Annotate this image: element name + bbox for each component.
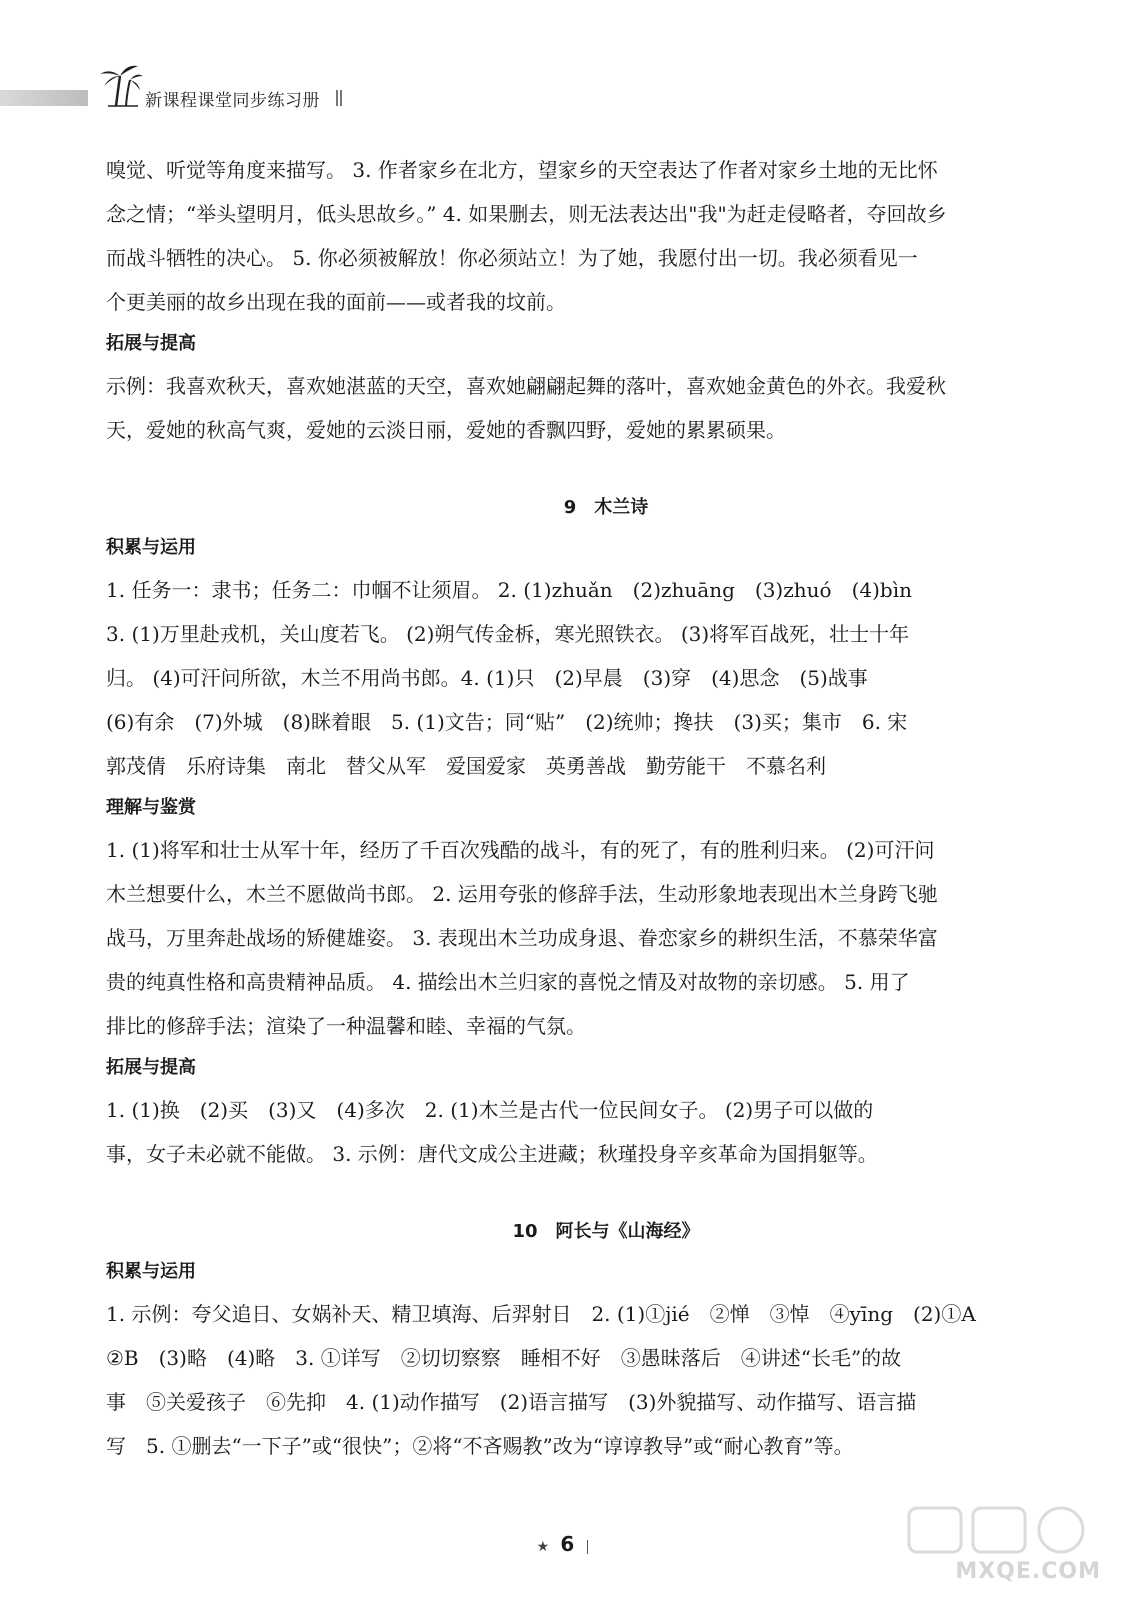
- text-line: 念之情；“举头望明月，低头思故乡。” 4. 如果删去，则无法表达出"我"为赶走侵略者，夺回故乡: [106, 202, 947, 226]
- text-line: 归。 (4)可汗问所欲，木兰不用尚书郎。4. (1)只 (2)早晨 (3)穿 (4)思念 (5)战事: [106, 666, 868, 690]
- text-line: 木兰想要什么，木兰不愿做尚书郎。 2. 运用夸张的修辞手法，生动形象地表现出木兰身跨飞驰: [106, 882, 938, 906]
- text-line: 嗅觉、听觉等角度来描写。 3. 作者家乡在北方，望家乡的天空表达了作者对家乡土地的无比怀: [106, 158, 938, 182]
- answer-content: [106, 148, 1006, 1468]
- text-line: 事，女子未必就不能做。 3. 示例：唐代文成公主进藏；秋瑾投身辛亥革命为国捐躯等。: [106, 1142, 878, 1166]
- section-heading: 积累与运用: [106, 537, 196, 558]
- text-line: 个更美丽的故乡出现在我的面前——或者我的坟前。: [106, 290, 566, 314]
- watermark-text: MXQE.COM: [955, 1559, 1101, 1584]
- lesson-title: 10 阿长与《山海经》: [512, 1221, 700, 1242]
- watermark: [901, 1502, 1101, 1584]
- section-heading: 拓展与提高: [106, 333, 196, 354]
- text-line: 天，爱她的秋高气爽，爱她的云淡日丽，爱她的香飘四野，爱她的累累硕果。: [106, 418, 786, 442]
- text-line: ②B (3)略 (4)略 3. ①详写 ②切切察察 睡相不好 ③愚昧落后 ④讲述“长毛”的故: [106, 1346, 902, 1370]
- watermark-logo-icon: [901, 1502, 1101, 1558]
- text-line: 事 ⑤关爱孩子 ⑥先抑 4. (1)动作描写 (2)语言描写 (3)外貌描写、动作描写、语言描: [106, 1390, 917, 1414]
- text-line: (6)有余 (7)外城 (8)眯着眼 5. (1)文告；同“贴” (2)统帅；搀扶 (3)买；集市 6. 宋: [106, 710, 908, 734]
- text-line: 郭茂倩 乐府诗集 南北 替父从军 爱国爱家 英勇善战 勤劳能干 不慕名利: [106, 754, 826, 778]
- lesson-9: [106, 488, 1006, 1176]
- text-line: 1. 示例：夸父追日、女娲补天、精卫填海、后羿射日 2. (1)①jié ②惮 ③悼 ④yīng (2)①A: [106, 1302, 976, 1326]
- section-heading: 积累与运用: [106, 1261, 196, 1282]
- text-line: 贵的纯真性格和高贵精神品质。 4. 描绘出木兰归家的喜悦之情及对故物的亲切感。 5. 用了: [106, 970, 910, 994]
- text-line: 1. 任务一：隶书；任务二：巾帼不让须眉。 2. (1)zhuǎn (2)zhuāng (3)zhuó (4)bìn: [106, 578, 912, 602]
- text-line: 而战斗牺牲的决心。 5. 你必须被解放！你必须站立！为了她，我愿付出一切。我必须看见一: [106, 246, 918, 270]
- text-line: 写 5. ①删去“一下子”或“很快”；②将“不吝赐教”改为“谆谆教导”或“耐心教育”等。: [106, 1434, 854, 1458]
- lesson-title: 9 木兰诗: [563, 497, 649, 518]
- text-line: 1. (1)将军和壮士从军十年，经历了千百次残酷的战斗，有的死了，有的胜利归来。 (2)可汗问: [106, 838, 935, 862]
- page-header: [0, 62, 420, 112]
- page-number: 6: [560, 1532, 575, 1556]
- section-heading: 拓展与提高: [106, 1057, 196, 1078]
- header-title: 新课程课堂同步练习册: [145, 91, 320, 111]
- header-gray-bar: [0, 90, 88, 106]
- header-end-stripes: [336, 90, 344, 106]
- intro-section: [106, 148, 1006, 452]
- text-line: 3. (1)万里赴戎机，关山度若飞。 (2)朔气传金柝，寒光照铁衣。 (3)将军百战死，壮士十年: [106, 622, 910, 646]
- footer-divider: [587, 1540, 588, 1554]
- star-icon: ★: [536, 1539, 550, 1555]
- text-line: 1. (1)换 (2)买 (3)又 (4)多次 2. (1)木兰是古代一位民间女子。 (2)男子可以做的: [106, 1098, 874, 1122]
- text-line: 战马，万里奔赴战场的矫健雄姿。 3. 表现出木兰功成身退、眷恋家乡的耕织生活，不慕荣华富: [106, 926, 938, 950]
- section-heading: 理解与鉴赏: [106, 797, 196, 818]
- palm-tree-icon: [96, 62, 144, 108]
- text-line: 排比的修辞手法；渲染了一种温馨和睦、幸福的气氛。: [106, 1014, 586, 1038]
- text-line: 示例：我喜欢秋天，喜欢她湛蓝的天空，喜欢她翩翩起舞的落叶，喜欢她金黄色的外衣。我爱秋: [106, 374, 946, 398]
- lesson-10: [106, 1212, 1006, 1468]
